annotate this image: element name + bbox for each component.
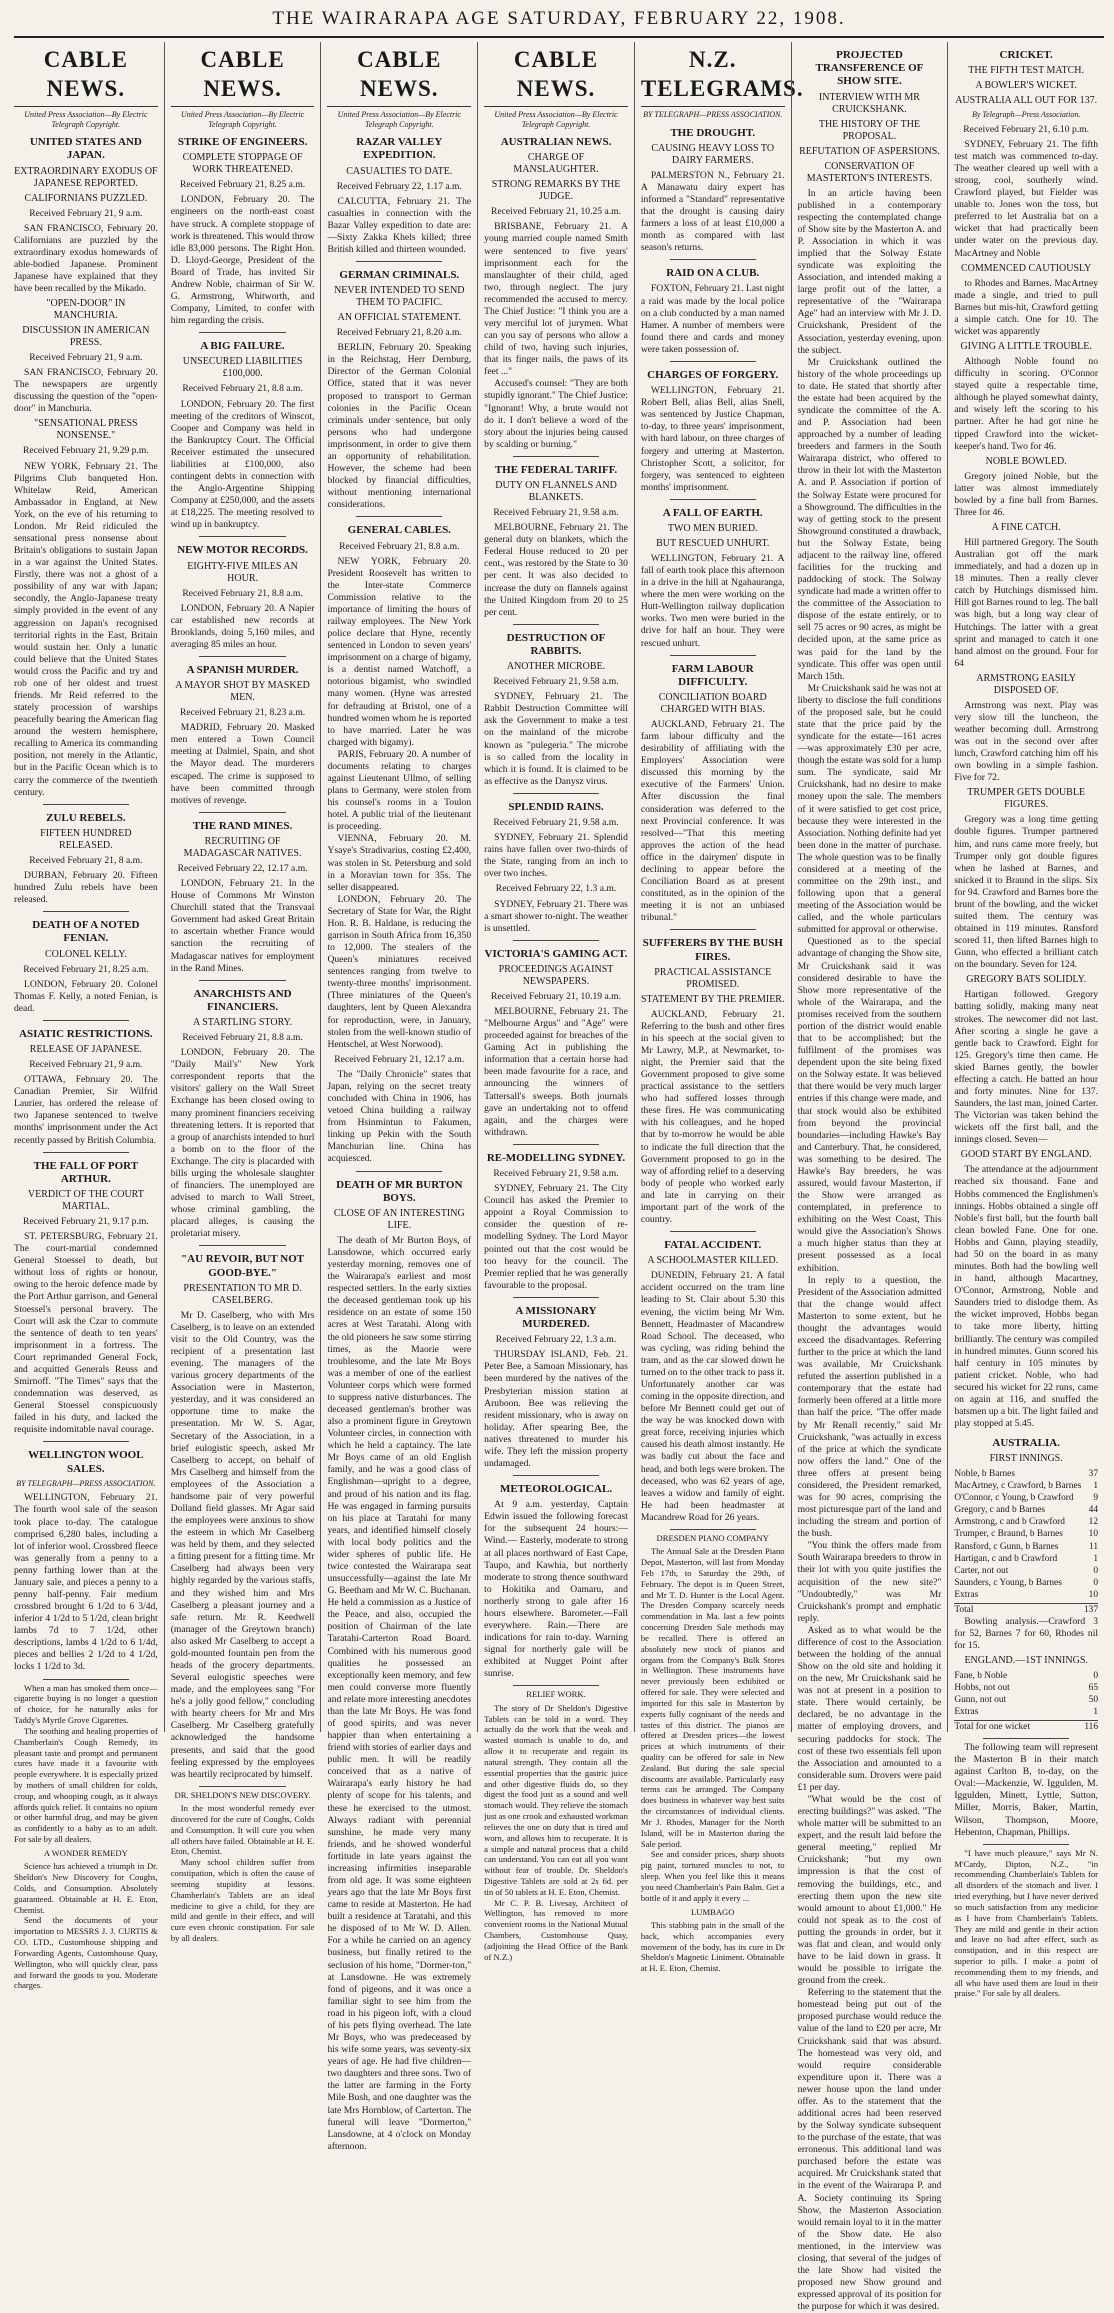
article-text: Gregory joined Noble, but the latter was almost immediately bowled by a fine ball from Barnes. Three for 46. [954, 470, 1099, 518]
column-heading: CABLE NEWS. [484, 42, 628, 107]
article-text: Mr D. Caselberg, who with Mrs Caselberg, is to leave on an extended visit to the Old Country, was the recipient of a presentation last evening. The managers of the various grocery departments of the Association were in Masterton, yesterday, and it was considered an opportune time to make the presentation. Mr W. S. Agar, Secretary of the Association, in a brief eulogistic speech, asked Mr Caselberg to accept, on behalf of Mrs Caselberg and himself from the employees of the Association a handsome pair of very powerful Dolland field glasses. Mr Agar said the employees were anxious to show the esteem in which Mr Caselberg was held by them, and they selected a fitting present for a fitting time. Mr Caselberg had always been very highly regarded by the various staffs, and they wished him and Mrs Caselberg a pleasant journey and a safe return. Mr R. Keedwell (manager of the Greytown branch) also asked Mr Caselberg to accept a gold-mounted fountain pen from the heads of the grocery departments. Several eulogistic speeches were made, and the employees sang "For he's a jolly good fellow," concluding with hearty cheers for Mr and Mrs Caselberg. Mr Caselberg gratefully acknowledged the handsome presents, and said that the good feeling expressed by the employees was heartily reciprocated by himself. [170, 1309, 315, 1780]
divider [983, 1844, 1069, 1845]
score-row [954, 1541, 1098, 1553]
subheadline: A BOWLER'S WICKET. [975, 80, 1078, 92]
divider [356, 261, 442, 262]
subheadline: CONSERVATION OF MASTERTON'S INTERESTS. [806, 160, 933, 184]
headline: RAZAR VALLEY EXPEDITION. [356, 136, 443, 162]
runs: 0 [1093, 1577, 1099, 1588]
dateline: Received February 21, 8.8 a.m. [182, 587, 303, 599]
dateline: Received February 21, 12.17 a.m. [334, 1053, 465, 1065]
runs: 10 [1088, 1589, 1099, 1600]
headline: DESTRUCTION OF RABBITS. [506, 631, 606, 657]
column-source: BY TELEGRAPH—PRESS ASSOCIATION. [643, 109, 783, 119]
article-text: Mr Cruickshank said he was not at liberty to disclose the full conditions of the proposed sale, but he could state that the price paid by the syndicate for the estate—161 acres—was approximately £30 per acre, though the estate was sold for a lump sum. The syndicate, said Mr Cruickshank, had no desire to make money upon the sale. The members of it were satisfied to get cost price, because they were interested in the Association. Nothing definite had yet been done in the matter of purchase. The whole question was to be finally considered at a meeting of the committee on the 29th inst., and following upon that a general meeting of the Association would be called, and the whole particulars submitted for approval or otherwise. [797, 682, 942, 936]
advertisement-text: This stabbing pain in the small of the back, which accompanies every movement of the body, has its cure in Dr Sheldon's Magnetic Liniment. Obtainable at H. E. Eton, Chemist. [640, 1919, 785, 1974]
headline: UNITED STATES AND JAPAN. [29, 136, 142, 162]
article-text: LONDON, February 20. A Napier car established new records at Brooklands, doing 5,160 miles, and averaging 85 miles an hour. [170, 602, 315, 650]
runs: 44 [1088, 1505, 1099, 1516]
subheadline: CALIFORNIANS PUZZLED. [24, 192, 148, 204]
advertisement-heading: DR. SHELDON'S NEW DISCOVERY. [174, 1789, 311, 1800]
article-text: Referring to the statement that the homestead being put out of the proposed purchase would reduce the value of the land to £20 per acre, Mr Cruickshank said that was absurd. The homestead was very old, and would require considerable expenditure upon it. There was a newer house upon the land under offer. As to the statement that the additional acres had been reserved by the Solway syndicate subsequent to the purchase of the estate, that was erroneous. This additional land was purchased before the estate was acquired. Mr Cruickshank stated that in the event of the Wairarapa P. and A. Society continuing its Spring Show, the Masterton Association would remain loyal to it in the matter of the Show date. He also mentioned, in the interview was closing, that several of the judges of the late Show had visited the proposed new Show ground and expressed approval of its position for the purpose for which it was desired. [797, 1987, 942, 2313]
source-line: By Telegraph—Press Association. [971, 110, 1081, 120]
total-label: Total [954, 1604, 974, 1615]
article-text: CALCUTTA, February 21. The casualties in connection with the Bazar Valley expedition to date are:—Sixty Zakka Khels killed; three British killed and thirteen wounded. [327, 195, 472, 255]
subheadline: BUT RESCUED UNHURT. [656, 538, 770, 549]
dateline: Received February 21, 8.8 a.m. [182, 383, 303, 395]
article-text: THURSDAY ISLAND, Feb. 21. Peter Bee, a Samoan Missionary, has been murdered by the natives of the Presbyterian mission station at Aruboon. Bee was relieving the resident missionary, who is away on holiday. After spearing Bee, the natives threatened to murder his wife. They left the mission property undamaged. [484, 1349, 628, 1469]
article-text: SAN FRANCISCO, February 20. The newspapers are urgently discussing the question of the "open-door" in Manchuria. [14, 367, 158, 415]
headline: AUSTRALIAN NEWS. [500, 136, 612, 149]
dateline: Received February 22, 1.17 a.m. [336, 180, 462, 192]
subheadline: TWO MEN BURIED. [667, 523, 758, 534]
article-text: PALMERSTON N., February 21. A Manawatu dairy expert has informed a "Standard" representative that the drought is causing dairy farmers a loss of at least £10,000 a month as compared with last season's returns. [640, 169, 785, 254]
article-text: LONDON, February 20. The engineers on the north-east coast have struck. A complete stoppage of work is threatened. This would throw idle 83,000 persons. The Right Hon. D. Lloyd-George, President of the Board of Trade, has invited Sir Andrew Noble, chairman of Sir W. G. Armstrong, Whitworth, and Company, Limited, to confer with him regarding the crisis. [170, 194, 315, 327]
article-text: AUCKLAND, February 21. Referring to the bush and other fires in his speech at the social given to Mr Lawry, M.P., at Newmarket, to-night, the Premier said that the Government proposed to give some practical assistance to the settlers who had suffered losses through these fires. He was communicating with his colleagues, and he hoped that by to-morrow he would be able to indicate the full direction that the Government proposed to go in the way of affording relief to a deserving body of people who worked early and late in carrying on their important part of the work of the country. [640, 1008, 785, 1226]
subheadline: GIVING A LITTLE TROUBLE. [960, 341, 1092, 353]
divider [43, 1152, 129, 1153]
runs: 11 [1089, 1541, 1099, 1552]
score-row [954, 1589, 1098, 1601]
divider [43, 1020, 129, 1021]
divider [43, 1679, 129, 1680]
divider [670, 929, 756, 930]
article-text: In reply to a question, the President of the Association admitted that the change would affect Masterton to some extent, but he thought the advantages would exceed the disadvantages. Referring further to the price at which the land was available, Mr Cruickshank refuted the assertion published in a contemporary that the estate had formerly been offered at a little more than half the price. "The offer made by Mr Renall recently," said Mr Cruickshank, "was actually in excess of the price at which the syndicate now offers the land." One of the three offers at present being considered, the President remarked, was for 90 acres, comprising the most picturesque part of the land and including the stream and portion of the bush. [797, 1274, 942, 1540]
article-text: Asked as to what would be the difference of cost to the Association between the holding of the annual Show on the old site and holding it on the new, Mr Cruickshank said he was not at present in a position to state. There would certainly, be declared, be no advantage in the matter of employing drovers, and securing paddocks for stock. The cost of these two essentials fell upon the Association and amounted to a considerable sum. Drovers were paid £1 per day. [797, 1624, 942, 1793]
divider [43, 804, 129, 805]
batsman-name: Trumper, c Braund, b Barnes [954, 1529, 1063, 1540]
batsman-name: Armstrong, c and b Crawford [954, 1517, 1065, 1528]
divider [513, 1144, 599, 1145]
article-text: LONDON, February 20. The first meeting of the creditors of Winscot, Cooper and Company was held in the Bankruptcy Court. The Official Receiver estimated the unsecured liabilities at £100,000, also contingent debts in connection with the Anglo-Argentine Shipping Company at £250,000, and the assets at £18,225. The meeting resolved to wind up in bankruptcy. [170, 398, 315, 531]
australia-scorecard [954, 1468, 1098, 1615]
headline: AUSTRALIA. [992, 1437, 1060, 1450]
dateline: Received February 21, 10.19 a.m. [491, 990, 622, 1002]
headline: GENERAL CABLES. [347, 524, 451, 537]
subheadline: ARMSTRONG EASILY DISPOSED OF. [976, 672, 1077, 696]
dateline: Received February 22, 1.3 a.m. [495, 883, 617, 895]
batsman-name: Gregory, c and b Barnes [954, 1505, 1046, 1516]
advertisement-text: The story of Dr Sheldon's Digestive Tablets can be told in a word. They actually do the work that the weak and wasted stomach is unable to do, and allow it to recuperate and regain its natural strength. They contain all the essential properties that the gastric juice and other digestive fluids do, so they digest the food just as a sound and well stomach would. They relieve the stomach just as one crook and exhausted workman relieves the one on duty that is tired and worn, and allows him to recuperate. It is a simple and natural process that a child can understand. You can eat all you want without fear of trouble. Dr. Sheldon's Digestive Tablets are sold at 2s 6d. per tin of 50 tablets at H. E. Eton, Chemist. [484, 1702, 628, 1897]
masthead: THE WAIRARAPA AGE SATURDAY, FEBRUARY 22, 1908. [14, 8, 1104, 38]
article-text: SYDNEY, February 21. The Rabbit Destruction Committee will ask the Government to make a test on the mainland of the microbe known as "pulegeria." The microbe is so called from the locality in which it is found. It is claimed to be as effective as the Danysz virus. [484, 691, 628, 787]
article-text: SYDNEY, February 21. The City Council has asked the Premier to appoint a Royal Commission to consider the question of re-modelling Sydney. The Lord Mayor pointed out that the cost would be too heavy for the council. The Premier replied that he was generally favourable to the proposal. [484, 1183, 628, 1291]
divider [199, 1245, 285, 1246]
dateline: Received February 21, 9.58 a.m. [493, 817, 619, 829]
article-text: NEW YORK, February 21. The Pilgrims Club banqueted Hon. Whitelaw Reid, American Ambassador in England, at New York, on the eve of his returning to London. Mr Reid ridiculed the sensational press nonsense about Britain's obligations to sustain Japan in a war against the United States. Firstly, there was not a ghost of a possibility of any war with Japan; secondly, the Anglo-Japanese treaty simply provided in the event of any aggression on Japan's recognised territorial rights in the East, Britain would sustain her. Only a lunatic could believe that the United States would cross the Pacific and try and rob one of her oldest and truest friends. Mr Reid referred to the stately procession of warships peacefully bearing the American flag around the western hemisphere, recalling to America its commanding position, not merely in the Atlantic, but in the Pacific Ocean which is to carry the commerce of the twentieth century. [14, 460, 158, 798]
batsman-name: Extras [954, 1589, 979, 1600]
article-text: VIENNA, February 20. M. Ysaye's Stradivarius, costing £2,400, was stolen in St. Petersburg and sold in a Moravian town for 35s. The seller disappeared. [327, 833, 472, 893]
headline: PROJECTED TRANSFERENCE OF SHOW SITE. [815, 49, 924, 88]
subheadline: STATEMENT BY THE PREMIER. [641, 993, 785, 1005]
total-runs: 137 [1083, 1604, 1099, 1615]
subheadline: NEVER INTENDED TO SEND THEM TO PACIFIC. [334, 285, 465, 309]
divider [513, 1297, 599, 1298]
article-text: SYDNEY, February 21. There was a smart shower to-night. The weather is unsettled. [484, 898, 628, 934]
column-heading: CABLE NEWS. [14, 42, 158, 107]
headline: CHARGES OF FORGERY. [647, 368, 779, 381]
advertisement-text: In the most wonderful remedy ever discovered for the cure of Coughs, Colds and Consumption. It will cure you when all others have failed. Obtainable at H. E. Eton, Chemist. [170, 1803, 315, 1857]
article-text: OTTAWA, February 20. The Canadian Premier, Sir Wilfrid Laurier, has ordered the release of two Japanese sentenced to twelve months' imprisonment under the Act recently passed by British Columbia. [14, 1074, 158, 1146]
article-text: Accused's counsel: "They are both stupidly ignorant." The Chief Justice: "Ignorant! Why, a brute would not do it. I don't believe a word of the story about the injuries being caused by scalding or burning." [484, 378, 628, 450]
subheadline: NOBLE BOWLED. [985, 455, 1067, 467]
columns [14, 42, 1104, 2313]
runs: 0 [1093, 1670, 1099, 1681]
subheadline: EIGHTY-FIVE MILES AN HOUR. [187, 560, 298, 584]
total-runs: 116 [1084, 1722, 1099, 1733]
advertisement-heading: DRESDEN PIANO COMPANY [656, 1532, 769, 1543]
batsman-name: Ransford, c Gunn, b Barnes [954, 1541, 1059, 1552]
divider [356, 1171, 442, 1172]
subheadline: PRACTICAL ASSISTANCE PROMISED. [654, 966, 772, 990]
article-text: "What would be the cost of erecting buildings?" was asked. "The whole matter will be submitted to an expert, and the result laid before the general meeting," replied Mr Cruickshank; "but my own impression is that the cost of removing the buildings, etc., and erecting them upon the new site would amount to about £1,000." He could not speak as to the cost of putting the grounds in order, but it was flat and clean, and would only have to be laid down in grass. It would be possible to irrigate the ground from the creek. [797, 1793, 942, 1987]
divider [43, 1441, 129, 1442]
score-row [954, 1528, 1098, 1540]
article-text: Armstrong was next. Play was very slow till the luncheon, the weather becoming dull. Armstrong was out in the second over after lunch, Crawford catching him off his own bowling in a simple fashion. Five for 72. [954, 699, 1099, 784]
total-label: Total for one wicket [954, 1722, 1030, 1733]
divider [513, 1685, 599, 1686]
headline: ANARCHISTS AND FINANCIERS. [193, 987, 292, 1013]
divider [983, 1738, 1069, 1739]
score-row [954, 1504, 1098, 1516]
dateline: Received February 21, 8.23 a.m. [179, 707, 306, 719]
advertisement-heading: A WONDER REMEDY [43, 1847, 128, 1858]
dateline: Received February 22, 12.17 a.m. [177, 862, 308, 874]
article-text: Questioned as to the special advantage of changing the Show site, Mr Cruickshank said it was considered desirable to have the Show more representative of the whole of the Wairarapa, and the promises received from the southern portion of the district would enable that to be accomplished; but the fulfilment of the promises was dependent upon the site being fixed on the Solway estate. It was believed that there would be very much larger entries if this change were made, and that stock would also be exhibited from beyond the provincial boundaries—including Hawke's Bay and Canterbury. That, he considered, was something to be desired. The Hawke's Bay breeders, he was assured, would favour Masterton, if the Show were arranged as contemplated, in preference to exhibiting on the West Coast, This would give the Association's Shows a much higher status than they at present possessed as a local exhibition. [797, 936, 942, 1274]
subheadline: "SENSATIONAL PRESS NONSENSE." [34, 418, 138, 442]
headline: DEATH OF MR BURTON BOYS. [336, 1178, 463, 1204]
column-source: United Press Association—By Electric Telegraph Copyright. [180, 109, 305, 129]
batsman-name: Hartigan, c and b Crawford [954, 1553, 1058, 1564]
subheadline: FIFTEEN HUNDRED RELEASED. [40, 827, 132, 851]
article-text: BERLIN, February 20. Speaking in the Reichstag, Herr Dernburg, Director of the German Colonial Office, stated that it was never proposed to transport to German colonies in the Pacific Ocean criminals under sentence, but only persons who had undergone imprisonment, in order to give them an opportunity of rehabilitation. However, the scheme had been blocked by financial difficulties, without mentioning international considerations. [327, 342, 472, 511]
dateline: Received February 21, 8.8 a.m. [182, 1032, 303, 1044]
batsman-name: Saunders, c Young, b Barnes [954, 1577, 1062, 1588]
total-row [954, 1720, 1098, 1733]
subheadline: THE FIFTH TEST MATCH. [968, 65, 1085, 77]
dateline: Received February 21, 8.20 a.m. [336, 327, 462, 339]
column-source: United Press Association—By Electric Telegraph Copyright. [24, 109, 148, 129]
article-text: At 9 a.m. yesterday, Captain Edwin issued the following forecast for the subsequent 24 hours:— Wind.— Easterly, moderate to strong at all places northward of East Cape, Taupo, and Kawhia, but northerly moderate to strong thence southward to Hokitika and Oamaru, and northerly strong to gale after 16 hours elsewhere. Barometer.—Fall everywhere. Rain.—There are indications for rain to-day. Warning signal for northerly gale will be exhibited at Nugget Point after sunrise. [484, 1499, 628, 1680]
article-text: WELLINGTON, February 21. A fall of earth took place this afternoon in a drive in the hill at Ngahauranga, where the men were working on the Hutt-Wellington railway duplication works. Two men were buried in the drive for half an hour. They were rescued unhurt. [640, 553, 785, 649]
article-text: PARIS, February 20. A number of documents relating to charges against Lieutenant Ullmo, of selling plans to Germany, were stolen from his counsel's rooms in a Toulon hotel. A public trial of the lieutenant is proceeding. [327, 748, 472, 833]
article-text: The following team will represent the Masterton B in their match against Carlton B, to-day, on the Oval:—Mackenzie, W. Iggulden, M. Iggulden, Minett, Lyttle, Sutton, Miller, Morris, Baker, Martin, Wilson, Thompson, Moore, Hebenton, Chapman, Phillips. [954, 1742, 1099, 1838]
subheadline: FIRST INNINGS. [989, 1453, 1063, 1465]
column-5-nz-telegrams [634, 42, 804, 1974]
score-row [954, 1565, 1098, 1577]
column-source: United Press Association—By Electric Telegraph Copyright. [337, 109, 461, 129]
dateline: Received February 21, 9.29 p.m. [22, 445, 149, 457]
headline: THE FEDERAL TARIFF. [494, 463, 618, 476]
headline: "AU REVOIR, BUT NOT GOOD-BYE." [181, 1253, 305, 1279]
score-row [954, 1682, 1098, 1694]
subheadline: INTERVIEW WITH MR CRUICKSHANK. [818, 91, 920, 115]
score-row [954, 1694, 1098, 1706]
column-2-cable-news [164, 42, 321, 1944]
headline: SUFFERERS BY THE BUSH FIRES. [642, 937, 783, 963]
headline: ZULU REBELS. [46, 811, 126, 824]
runs: 10 [1088, 1529, 1099, 1540]
dateline: Received February 21, 8.8 a.m. [339, 540, 460, 552]
article-text: DUNEDIN, February 21. A fatal accident occurred on the tram line leading to St. Clair about 5.30 this evening, the victim being Mr Wm. Bennett, Headmaster of Macandrew Road School. The deceased, who was cycling, was riding behind the tram, and as the car slowed down he turned on to the other track to pass it. Unfortunately another car was coming in the opposite direction, and before Mr Bennett could get out of the way he was knocked down with great force, receiving injuries which caused his death almost instantly. He was badly cut about the face and head, and both legs were broken. The deceased, who was 62 years of age, leaves a widow and family of eight. He had been headmaster at Macandrew Road for 26 years. [640, 1270, 785, 1523]
article-text: SYDNEY, February 21. Splendid rains have fallen over two-thirds of the State, ranging from an inch to over two inches. [484, 832, 628, 880]
article-text: LONDON, February 21. In the House of Commons Mr Winston Churchill stated that the Transvaal Government had asked Great Britain to ascertain whether France would sanction the recruiting of Madagascar natives for employment in the Rand Mines. [170, 878, 315, 974]
batsman-name: Noble, b Barnes [954, 1469, 1015, 1480]
headline: METEOROLOGICAL. [499, 1483, 613, 1496]
article-text: WELLINGTON, February 21. Robert Bell, alias Bell, alias Snell, was sentenced by Justice Chapman, to-day, to three years' imprisonment, with hard labour, on three charges of forgery and uttering at Masterton. Christopher Scott, a solicitor, for forgery, was sentenced to eighteen months' imprisonment. [640, 385, 785, 493]
dateline: Received February 21, 9 a.m. [29, 352, 143, 364]
article-text: AUCKLAND, February 21. The farm labour difficulty and the desirability of affiliating with the Employers' Association were discussed this morning by the executive of the Farmers' Union. After discussion the final consideration was deferred to the next Provincial conference. It was resolved—"That this meeting approves the action of the head office in the dairymen' dispute in declining to appear before the Conciliation Board as at present constituted, as in the opinion of the meeting it is not an unbiased tribunal." [640, 719, 785, 924]
subheadline: TRUMPER GETS DOUBLE FIGURES. [967, 787, 1086, 811]
advertisement-text: The soothing and healing properties of Chamberlain's Cough Remedy, its pleasant taste and prompt and permanent cures have made it a favourite with people everywhere. It is especially prized by mothers of small children for colds, croup, and whooping cough, as it always affords quick relief. It contains no opium or other harmful drug, and may be given as confidently to a baby as to an adult. For sale by all dealers. [14, 1725, 158, 1845]
article-text: The attendance at the adjournment reached six thousand. Fane and Hobbs commenced the Englishmen's innings. Hobbs obtained a single off Noble's first ball, but the fourth ball clean bowled Fane. One for one. Hobbs and Gunn, playing steadily, had 50 on the board in as many minutes. Both had the bowling well in hand, although Macartney, O'Connor, Armstrong, Noble and Saunders tried to dislodge them. As the wicket improved, Hobbs began to take more liberty, hitting brilliantly. The century was compiled in hundred minutes. Gunn scored his half century in 105 minutes by patient cricket. Noble, who had secured his wicket for 22 runs, came on again at 116, and snuffed the batsmen up a bit. The light failed and play stopped at 5.45. [954, 1164, 1099, 1430]
batsman-name: Fane, b Noble [954, 1670, 1008, 1681]
subheadline: GOOD START BY ENGLAND. [960, 1149, 1092, 1161]
column-4-cable-news [477, 42, 634, 1962]
article-text: SYDNEY, February 21. The fifth test match was commenced to-day. The weather cleared up well with a strong, cool, southerly wind. Crawford played, but Fielder was unable to. Jones won the toss, but preferred to let Australia bat on a wicket that had practically been under water on the previous day. MacArtney and Noble [954, 138, 1099, 259]
subheadline: PROCEEDINGS AGAINST NEWSPAPERS. [498, 963, 614, 987]
runs: 1 [1093, 1553, 1099, 1564]
article-text: ST. PETERSBURG, February 21. The court-martial condemned General Stoessel to death, but without loss of rights or honour, owing to the heroic defence made by the Port Arthur garrison, and General Stoessel's personal bravery. The Court will ask the Czar to commute the sentence of death to ten years' imprisonment in a fortress. The Court reprimanded General Fock, and acquitted Generals Reuss and Smirnoff. "The Times" says that the condemnation was deserved, as General Stoessel conspicuously failed in his duty, and lacked the requisite indomitable naval courage. [14, 1231, 158, 1436]
article-text: NEW YORK, February 20. President Roosevelt has written to the Inter-state Commerce Commission relative to the importance of limiting the hours of railway employees. The New York police declare that Hyne, recently sentenced in London to seven years' imprisonment on a charge of bigamy, is a dentist named Watchoff, a notorious bigamist, who swindled many women. (Hyne was arrested for defrauding at Bristol, one of a hundred women whom he is reported to have married. Later he was charged with bigamy). [327, 555, 472, 748]
divider [199, 1786, 285, 1787]
article-text: WELLINGTON, February 21. The fourth wool sale of the season took place to-day. The catalogue comprised 6,280 bales, including a lot of inferior wool. Crossbred fleece was generally from a penny to a penny farthing lower than at the January sale, and pieces a penny to a penny half-penny. Fair medium crossbred brought 6 1/2d to 6 3/4d, inferior 4 1/2d to 5 1/2d, clean bright lambs 7d to 7 1/2d, other descriptions, lambs 4 1/2d to 6 1/4d, pieces and bellies 2 1/2d to 4 1/2d, locks 1 1/2d to 3d. [14, 1492, 158, 1673]
divider [670, 1231, 756, 1232]
article-text: In an article having been published in a contemporary respecting the contemplated change of Show site by the Masterton A. and P. Association in which it was implied that the Solway Estate syndicate was exploiting the Association, and intended making a large profit out of the latter, a representative of the "Wairarapa Age" had an interview with Mr J. D. Cruickshank, President of the Association, yesterday evening, upon the subject. [797, 187, 942, 356]
subheadline: REFUTATION OF ASPERSIONS. [799, 145, 940, 157]
subheadline: ANOTHER MICROBE. [506, 661, 606, 673]
divider [513, 940, 599, 941]
dateline: Received February 21, 9.58 a.m. [493, 1168, 619, 1180]
article-text: "You think the offers made from South Wairarapa breeders to throw in their lot with you quite justifies the acquisition of the new site?" "Undoubtedly," was Mr Cruickshank's prompt and emphatic reply. [797, 1540, 942, 1624]
article-text: MELBOURNE, February 21. The general duty on blankets, which the Federal House reduced to 20 per cent., was restored by the State to 30 per cent. It was also decided to increase the duty on flannels against the United Kingdom from 20 to 25 per cent. [484, 522, 628, 618]
divider [670, 361, 756, 362]
batsman-name: MacArtney, c Crawford, b Barnes [954, 1481, 1082, 1492]
subheadline: CHARGE OF MANSLAUGHTER. [513, 152, 599, 176]
article-text: LONDON, February 20. The "Daily Mail's" New York correspondent reports that the visitors' gallery on the Wall Street Exchange has been closed owing to many prominent financiers receiving threatening letters. It is reported that a group of anarchists intended to hurl a bomb on to the floor of the Exchange. The city is placarded with bills urging the wholesale slaughter of financiers. The unemployed are advised to march to Wall Street, whose criminal gambling, the placard alleges, is causing the proletariat misery. [170, 1047, 315, 1240]
dateline: Received February 21, 8.25 a.m. [23, 963, 149, 975]
divider [670, 259, 756, 260]
subheadline: CONCILIATION BOARD CHARGED WITH BIAS. [658, 692, 767, 715]
total-row [954, 1603, 1098, 1616]
article-text: BRISBANE, February 21. A young married couple named Smith were sentenced to five years' imprisonment each for the manslaughter of their child, aged two, through neglect. The jury recommended the accused to mercy. The Chief Justice: "I think you are a very merciful lot of jurymen. What can you say of persons who allow a child of two, having such injuries, that its finger nails, the paws of its feet ..." [484, 221, 628, 378]
divider [43, 911, 129, 912]
article-text: Gregory was a long time getting double figures. Trumper partnered him, and runs came more freely, but Trumper only got double figures when he lashed at Barnes, and snicked it to Braund in the slips. Six for 94. Crawford and Barnes bore the brunt of the bowling, and the wicket suited them. The century was obtained in 119 minutes. Ransford scored 11, then lifted Barnes high to Gunn, who effected a brilliant catch on the boundary. Seven for 124. [954, 814, 1099, 971]
dateline: Received February 21, 8.25 a.m. [179, 179, 306, 191]
dateline: Received February 21, 8 a.m. [29, 854, 143, 866]
runs: 50 [1088, 1694, 1099, 1705]
advertisement-text: The Annual Sale at the Dresden Piano Depot, Masterton, will last from Monday Feb 17th, to Saturday the 29th, of February. The depot is in Queen Street, and Mr T. D. Hunter is the Local Agent. The Dresden Company scarcely needs commendation in Ma. last a few points concerning Dresden Sale methods may be recalled. There is offered an absolutely new stock of pianos and organs from the Company's Bulk Stores in Wellington. These instruments have never previously been exhibited or offered for sale. They were selected and imported for this sale in Masterton by experts fully cognisant of the needs and tastes of this district. The pianos are offered at Dresden prices—the lowest prices at which instruments of their quality can be offered for sale in New Zealand. But during the sale special discounts are available. Particularly easy terms can be arranged. The Company does business in whatever way best suits the circumstances of individual clients. Mr J. Rhodes, Manager for the North Island, will be in Masterton during the Sale period. [640, 1546, 785, 1849]
score-row [954, 1577, 1098, 1589]
subheadline: PRESENTATION TO MR D. CASELBERG. [183, 1282, 302, 1306]
article-text: MELBOURNE, February 21. The "Melbourne Argus" and "Age" were proceeded against for breaches of the Gaming Act in publishing the information that a certain horse had been made favourite for a race, and announcing the winners of Tattersall's sweeps. Both journals gave an undertaking not to offend again, and the charges were withdrawn. [484, 1006, 628, 1138]
subheadline: RELEASE OF JAPANESE. [29, 1044, 142, 1056]
column-1-cable-news [14, 42, 164, 1991]
score-row [954, 1670, 1098, 1682]
runs: 1 [1093, 1481, 1099, 1492]
divider [513, 793, 599, 794]
subheadline: GREGORY BATS SOLIDLY. [966, 974, 1087, 986]
headline: THE DROUGHT. [670, 126, 756, 139]
headline: VICTORIA'S GAMING ACT. [484, 947, 628, 960]
subheadline: RECRUITING OF MADAGASCAR NATIVES. [183, 835, 302, 859]
dateline: Received February 21, 10.25 a.m. [491, 206, 622, 218]
subheadline: A MAYOR SHOT BY MASKED MEN. [175, 680, 310, 704]
headline: A FALL OF EARTH. [662, 506, 763, 519]
headline: STRIKE OF ENGINEERS. [177, 136, 308, 149]
subheadline: AN OFFICIAL STATEMENT. [337, 312, 461, 324]
runs: 1 [1093, 1707, 1099, 1718]
england-scorecard [954, 1670, 1098, 1733]
article-text: SAN FRANCISCO, February 20. Californians are puzzled by the extraordinary exodus homewards of able-bodied Japanese. Prominent Japanese have explained that they have been recalled by the Mikado. [14, 222, 158, 294]
dateline: Received February 21, 9.17 p.m. [22, 1216, 149, 1227]
advertisement-text: Send the documents of your importation to MESSRS J. J. CURTIS & CO. LTD., Customhouse shipping and Forwarding Agents, Customhouse Quay, Wellington, who will quickly clear, pass and forward the goods to you. Moderate charges. [14, 1915, 158, 1991]
article-text: MADRID, February 20. Masked men entered a Town Council meeting at Dalmiel, Spain, and shot the Mayor dead. The murderers escaped. The crime is supposed to have been committed through motives of revenge. [170, 722, 315, 806]
headline: THE RAND MINES. [192, 819, 293, 832]
column-3-cable-news [320, 42, 477, 2152]
advertisement-heading: RELIEF WORK. [526, 1689, 586, 1700]
subheadline: CAUSING HEAVY LOSS TO DAIRY FARMERS. [651, 142, 775, 166]
subheadline: "OPEN-DOOR" IN MANCHURIA. [46, 298, 126, 322]
subheadline: A FINE CATCH. [991, 521, 1061, 533]
article-text: The "Daily Chronicle" states that Japan, relying on the secret treaty concluded with China in 1906, has vetoed China building a railway from Hsinmintun to Fakumen, linking up Pekin with the South Manchurian line. China has acquiesced. [327, 1068, 472, 1165]
subheadline: EXTRAORDINARY EXODUS OF JAPANESE REPORTED. [14, 165, 158, 189]
article-text: Although Noble found no difficulty in scoring. O'Connor stayed quite a respectable time, although he played somewhat dainty, and wisely left the scoring to his partner. After he had got nine he tipped Crawford into the wicket-keeper's hand. Two for 46. [954, 356, 1099, 452]
batsman-name: O'Connor, c Young, b Crawford [954, 1493, 1074, 1504]
headline: RE-MODELLING SYDNEY. [486, 1151, 626, 1164]
subheadline: COLONEL KELLY. [44, 948, 127, 960]
subheadline: COMMENCED CAUTIOUSLY [960, 262, 1092, 274]
headline: RAID ON A CLUB. [666, 267, 760, 280]
runs: 12 [1088, 1517, 1099, 1528]
score-row [954, 1553, 1098, 1565]
divider [670, 1529, 756, 1530]
batsman-name: Carter, not out [954, 1565, 1009, 1576]
dateline: Received February 21, 9.58 a.m. [493, 676, 619, 688]
subheadline: UNSECURED LIABILITIES £100,000. [182, 356, 303, 380]
subheadline: COMPLETE STOPPAGE OF WORK THREATENED. [182, 152, 303, 176]
divider [199, 812, 285, 813]
headline: WELLINGTON WOOL SALES. [28, 1449, 144, 1475]
source-line: BY TELEGRAPH—PRESS ASSOCIATION. [16, 1478, 156, 1488]
advertisement-text: Mr C. P. B. Livesay, Architect of Wellington, has removed to more convenient rooms in the National Mutual Chambers, Customhouse Quay, (adjoining the Head Office of the Bank of N.Z.) [484, 1897, 628, 1962]
dateline: Received February 22, 1.3 a.m. [495, 1334, 617, 1346]
article-text: to Rhodes and Barnes. MacArtney made a single, and tried to pull Barnes but mis-hit, Crawford getting a simple catch. One for 10. The wicket was apparently [954, 277, 1099, 337]
article-text: LONDON, February 20. Colonel Thomas F. Kelly, a noted Fenian, is dead. [14, 978, 158, 1014]
divider [513, 624, 599, 625]
score-row [954, 1516, 1098, 1528]
runs: 65 [1088, 1682, 1099, 1693]
dateline: Received February 21, 9 a.m. [29, 207, 143, 219]
dateline: Received February 21, 9.58 a.m. [493, 507, 619, 519]
headline: FARM LABOUR DIFFICULTY. [671, 662, 754, 688]
headline: GERMAN CRIMINALS. [339, 268, 460, 281]
subheadline: A STARTLING STORY. [193, 1017, 293, 1029]
headline: DEATH OF A NOTED FENIAN. [32, 919, 140, 945]
article-text: DURBAN, February 20. Fifteen hundred Zulu rebels have been released. [14, 869, 158, 906]
subheadline: VERDICT OF THE COURT MARTIAL. [27, 1189, 144, 1212]
advertisement-text: When a man has smoked them once—cigarette buying is no longer a question of choice, for he naturally asks for Taddy's Myrtle Grove Cigarettes. [14, 1682, 158, 1726]
article-text: FOXTON, February 21. Last night a raid was made by the local police on a club conducted by a man named Hamer. A number of members were found there and cards and money were taken possession of. [640, 283, 785, 355]
batsman-name: Hobbs, not out [954, 1682, 1010, 1693]
divider [513, 1475, 599, 1476]
score-row [954, 1492, 1098, 1504]
score-row [954, 1480, 1098, 1492]
dateline: Received February 21, 9 a.m. [29, 1059, 143, 1071]
divider [356, 516, 442, 517]
headline: ASIATIC RESTRICTIONS. [19, 1027, 153, 1040]
article-text: Hartigan followed. Gregory batting solidly, making many neat strokes. The newcomer did not last. After scoring a single he gave a gentle back to Crawford. Eight for 125. Gregory's time then came. He skied Barnes gently, the bowler effecting a catch. He batted an hour and forty minutes. Nine for 137. Saunders, the last man, joined Carter. The Victorian was taken behind the wickets off the first ball, and the innings closed. Seven— [954, 989, 1099, 1146]
column-7-cricket [947, 42, 1104, 1999]
runs: 0 [1093, 1565, 1099, 1576]
column-heading: CABLE NEWS. [171, 42, 315, 107]
advertisement-heading: LUMBAGO [691, 1906, 735, 1917]
subheadline: AUSTRALIA ALL OUT FOR 137. [955, 95, 1098, 107]
article-text: Mr Cruickshank outlined the history of the whole proceedings up to date. He stated that shortly after the estate had been acquired by the syndicate the committee of the A. and P. Association had been approached by a number of leading breeders and farmers in the South Wairarapa district, who offered to throw in their lot with the Masterton A. and P. Association if portion of the Solway Estate were procured for a Showground. The difficulties in the way of getting stock to the present Showground constituted a drawback, but the Solway Estate, being adjacent to the railway line, offered facilities for the trucking and paddocking of stock. The Solway syndicate had made a written offer to the committee of the Association to dispose of the estate entirely, or to sell 75 acres or 90 acres, as might be decided upon, at the same price as was paid for the land by the syndicate. This offer was open until March 15th. [797, 356, 942, 682]
headline: CRICKET. [999, 49, 1053, 61]
advertisement-text: Science has achieved a triumph in Dr. Sheldon's New Discovery for Coughs, Colds, and Consumption. Absolutely guaranteed. Obtainable at H. E. Eton, Chemist. [14, 1861, 158, 1915]
batsman-name: Gunn, not out [954, 1694, 1007, 1705]
runs: 37 [1088, 1469, 1099, 1480]
column-6-show-site [791, 42, 948, 2313]
runs: 9 [1093, 1493, 1099, 1504]
column-heading: N.Z. TELEGRAMS. [641, 42, 785, 107]
advertisement-text: Many school children suffer from constipation, which is often the cause of seeming stupidity at lessons. Chamberlain's Tablets are an ideal medicine to give a child, for they are mild and gentle in their effect, and will cure even chronic constipation. For sale by all dealers. [170, 1857, 315, 1944]
subheadline: CASUALTIES TO DATE. [346, 165, 453, 177]
subheadline: A SCHOOLMASTER KILLED. [647, 1255, 779, 1267]
subheadline: DISCUSSION IN AMERICAN PRESS. [22, 325, 150, 349]
divider [670, 655, 756, 656]
subheadline: STRONG REMARKS BY THE JUDGE. [491, 179, 621, 203]
headline: SPLENDID RAINS. [508, 800, 604, 813]
subheadline: ENGLAND.—1ST INNINGS. [964, 1654, 1088, 1666]
headline: FATAL ACCIDENT. [664, 1239, 762, 1252]
article-text: Bowling analysis.—Crawford 3 for 52, Barnes 7 for 60, Rhodes nil for 15. [954, 1615, 1099, 1651]
divider [199, 980, 285, 981]
headline: A MISSIONARY MURDERED. [515, 1304, 597, 1331]
score-row [954, 1468, 1098, 1480]
article-text: The death of Mr Burton Boys, of Lansdowne, which occurred early yesterday morning, removes one of the Wairarapa's earliest and most respected settlers. In the early sixties the deceased gentleman took up his residence on an estate of some 150 acres at West Taratahi. Along with the old pioneers he saw some stirring times, as the Maorie were troublesome, and the late Mr Boys was a member of one of the earliest Volunteer corps which were formed to suppress native disturbances. The deceased gentleman's brother was also a prominent figure in Greytown Volunteer circles, in connection with which he held a captaincy. The late Mr Boys came of an old English family, and he was a good class of Englishman—upright to a degree, and proud of his nation and its flag. He was engaged in farming pursuits on his place at Taratahi for many years, and identified himself closely with local body politics and the wider spheres of public life. He twice contested the Wairarapa seat unsuccessfully—against the late Mr G. Beetham and Mr W. C. Buchanan. He held a commission as a Justice of the Peace, and also, occupied the position of Chairman of the late Taratahi-Carterton Road Board. Combined with his numerous good qualities he possessed an exceptionally keen memory, and few men could converse more fluently and relate more interesting anecdotes than the late Mr Boys. He was fond of good spirits, and was never happier than when entertaining a friend with stories of earlier days and public men. It will be readily conceived that as a native of Wairarapa's early history he had plenty of scope for his talents, and these he exercised to the utmost. Always radiant with perennial sunshine, he made very many friends, and he showed wonderful fortitude in late years against the increasing infirmities inseparable from old age. It was some eighteen years ago that the late Mr Boys first came to reside at Masterton. He had built a residence at Taratahi, and this he disposed of to Mr W. D. Allen. For a while he carried on an agency business, but finally retired to the seclusion of his home, "Dormer-ton," at Lansdowne. He was extremely fond of pigeons, and it was once a familiar sight to see him from the road in his pigeon loft, with a cloud of his pets flying overhead. The late Mr Boys, who was predeceased by his wife some years, was seventy-six years of age. He had five children—two daughters and three sons. Two of the latter are farming in the Forty Mile Bush, and one daughter was the late Mrs Hornblow, of Carterton. The funeral will leave "Dormerton," Lansdowne, at 4 o'clock on Monday afternoon. [327, 1234, 472, 2152]
divider [199, 656, 285, 657]
batsman-name: Extras [954, 1707, 979, 1718]
score-row [954, 1706, 1098, 1718]
divider [199, 536, 285, 537]
divider [513, 456, 599, 457]
dateline: Received February 21, 6.10 p.m. [963, 123, 1090, 135]
headline: A SPANISH MURDER. [186, 663, 299, 676]
subheadline: CLOSE OF AN INTERESTING LIFE. [333, 1207, 465, 1231]
divider [670, 499, 756, 500]
headline: NEW MOTOR RECORDS. [177, 544, 308, 557]
advertisement-text: See and consider prices, sharp shoots pig paint, tortured muscles to not, to sleep. When you feel like this it means you need Chamberlain's Pain Balm. Get a bottle of it and apply it every ... [640, 1849, 785, 1903]
column-source: United Press Association—By Electric Telegraph Copyright. [494, 109, 618, 129]
article-text: LONDON, February 20. The Secretary of State for War, the Right Hon. R. B. Haldane, is reducing the garrison in South Africa from 16,350 to 12,000. The stealers of the Queen's miniatures received sentences ranging from twelve to twenty-three months' imprisonment. (Three miniatures of the Queen's daughters, lent by Queen Alexandra for reproduction, were, in January, stolen from the well-known studio of Hentschel, at West Norwood). [327, 893, 472, 1050]
subheadline: THE HISTORY OF THE PROPOSAL. [818, 118, 921, 142]
column-heading: CABLE NEWS. [327, 42, 471, 107]
divider [199, 332, 285, 333]
subheadline: DUTY ON FLANNELS AND BLANKETS. [495, 480, 617, 504]
headline: THE FALL OF PORT ARTHUR. [33, 1159, 139, 1185]
article-text: Hill partnered Gregory. The South Australian got off the mark immediately, and had a dozen up in 18 minutes. Then a really clever catch by Hutchings dismissed him. Hill got Barnes round to leg. The ball was high, but a long way clear of Hutchings. The latter with a great sprint and managed to catch it one hand almost on the ground. Four for 64 [954, 536, 1099, 669]
headline: A BIG FAILURE. [200, 340, 285, 353]
advertisement-text: "I have much pleasure," says Mr N. M'Cardy, Dipton, N.Z., "in recommending Chamberlain's Tablets for all disorders of the stomach and liver. I tried everything, but I have never derived so much satisfaction from any medicine as I have from Chamberlain's Tablets. They are mild and gentle in their action and leave no bad after effect, such as constipation, and in this respect are superior to pills. I make a point of recommending them to my friends, and all who have used them are loud in their praise." For sale by all dealers. [954, 1847, 1099, 1999]
